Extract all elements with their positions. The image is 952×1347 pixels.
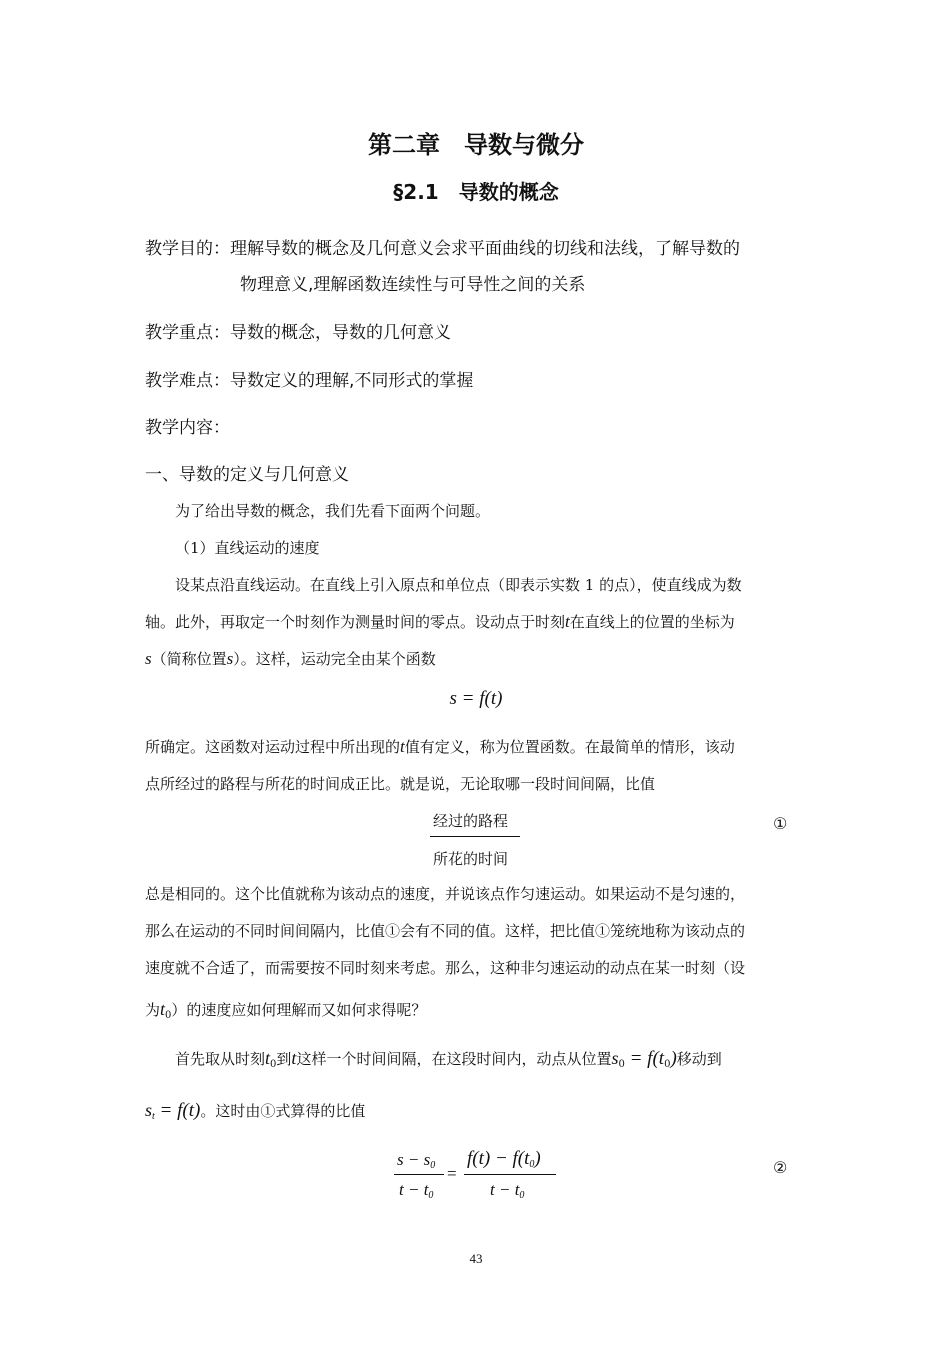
f-t0-open: = f(t — [624, 1048, 665, 1069]
para1-line3-b: （简称位置 — [151, 650, 227, 668]
para1-line2-a: 轴。此外，再取定一个时刻作为测量时间的零点。设动点于时刻 — [145, 613, 566, 631]
fraction2-left-bar — [394, 1174, 444, 1175]
right-num-end: ) — [534, 1148, 541, 1169]
difficulty-text: 导数定义的理解,不同形式的掌握 — [230, 371, 474, 391]
right-den-text: t − t — [490, 1180, 520, 1199]
right-den-sub: 0 — [519, 1190, 525, 1201]
para3-line4-a: 为 — [145, 1001, 161, 1019]
para2-line1 — [145, 736, 735, 757]
para2-line1-c: 值有定义，称为位置函数。在最简单的情形，该动 — [404, 738, 735, 756]
f-t0-close: ) — [670, 1048, 677, 1069]
para3-line2: 那么在运动的不同时间间隔内，比值①会有不同的值。这样，把比值①笼统地称为该动点的 — [145, 922, 746, 940]
para3-line4 — [145, 999, 426, 1021]
var-s: s — [145, 649, 152, 668]
equation-tag-2: ② — [773, 1158, 788, 1177]
fraction1-bar — [430, 836, 520, 837]
var-t0-2: t — [265, 1048, 271, 1068]
difficulty-label: 教学难点： — [145, 371, 230, 391]
var-t0: t — [160, 999, 166, 1019]
fraction2-left-denominator — [399, 1180, 433, 1201]
var-st: s — [145, 1100, 153, 1120]
difficulty — [145, 366, 473, 391]
left-num-sub: 0 — [430, 1160, 436, 1171]
content-label: 教学内容： — [145, 418, 230, 438]
subscript-t: t — [152, 1111, 155, 1122]
fraction1-numerator: 经过的路程 — [433, 812, 509, 830]
part1-title: 一、导数的定义与几何意义 — [145, 465, 349, 485]
fraction1-denominator: 所花的时间 — [433, 850, 509, 868]
key-points-text: 导数的概念，导数的几何意义 — [230, 323, 451, 343]
para4-line2-c: 。这时由①式算得的比值 — [200, 1102, 366, 1120]
left-den-text: t − t — [399, 1180, 429, 1199]
para3-line4-c: ）的速度应如何理解而又如何求得呢？ — [171, 1001, 427, 1019]
page-number: 43 — [469, 1251, 483, 1266]
fraction2-left-numerator — [397, 1150, 435, 1171]
para2-line1-a: 所确定。这函数对运动过程中所出现的 — [145, 738, 401, 756]
subscript-0-4: 0 — [664, 1059, 671, 1070]
right-num-text: f(t) − f(t — [467, 1148, 530, 1169]
para4-line1-i: 移动到 — [676, 1050, 722, 1068]
para4-line1-e: 这样一个时间间隔，在这段时间内，动点从位置 — [296, 1050, 612, 1068]
key-points-label: 教学重点： — [145, 323, 230, 343]
right-num-sub: 0 — [529, 1159, 535, 1170]
para4-line2 — [145, 1100, 365, 1122]
f-t: = f(t) — [154, 1100, 201, 1121]
para1-line1: 设某点沿直线运动。在直线上引入原点和单位点（即表示实数 1 的点），使直线成为数 — [175, 576, 742, 594]
chapter-title: 第二章 导数与微分 — [368, 131, 584, 159]
var-t-2: t — [400, 737, 405, 756]
para1-line2 — [145, 611, 735, 632]
equation-tag-1: ① — [773, 814, 788, 833]
para4-line1 — [175, 1048, 722, 1070]
para4-line1-a: 首先取从时刻 — [175, 1050, 266, 1068]
var-s-2: s — [226, 649, 234, 668]
subscript-0: 0 — [165, 1010, 172, 1021]
left-den-sub: 0 — [428, 1190, 434, 1201]
fraction2-right-bar — [464, 1174, 556, 1175]
para2-line2: 点所经过的路程与所花的时间成正比。就是说，无论取哪一段时间间隔，比值 — [145, 775, 656, 793]
subscript-0-2: 0 — [270, 1059, 277, 1070]
para4-line1-c: 到 — [276, 1050, 292, 1068]
section-title: §2.1 导数的概念 — [393, 180, 559, 204]
subscript-0-3: 0 — [618, 1059, 625, 1070]
fraction2-equals: = — [447, 1164, 457, 1183]
para3-line1: 总是相同的。这个比值就称为该动点的速度，并说该点作匀速运动。如果运动不是匀速的， — [145, 885, 746, 903]
var-s0: s — [611, 1048, 619, 1068]
sub1-title: （1）直线运动的速度 — [175, 539, 320, 557]
left-num-text: s − s — [397, 1150, 431, 1169]
key-points — [145, 318, 451, 343]
var-t: t — [565, 612, 570, 631]
para1-line3-d: ）。这样，运动完全由某个函数 — [233, 650, 436, 668]
para-intro: 为了给出导数的概念，我们先看下面两个问题。 — [175, 502, 491, 520]
para1-line3 — [145, 648, 436, 669]
fraction2-right-denominator — [490, 1180, 524, 1201]
para3-line3: 速度就不合适了，而需要按不同时刻来考虑。那么，这种非匀速运动的动点在某一时刻（设 — [145, 959, 746, 977]
formula-s-ft: s = f(t) — [449, 688, 503, 709]
fraction2-right-numerator — [467, 1148, 541, 1170]
var-t-3: t — [291, 1048, 297, 1068]
objective-label: 教学目的： — [145, 239, 230, 259]
para1-line2-c: 在直线上的位置的坐标为 — [569, 613, 735, 631]
objective-line1: 理解导数的概念及几何意义会求平面曲线的切线和法线，了解导数的 — [230, 239, 740, 259]
objective-line2: 物理意义,理解函数连续性与可导性之间的关系 — [240, 275, 586, 295]
objective-block — [145, 234, 740, 259]
